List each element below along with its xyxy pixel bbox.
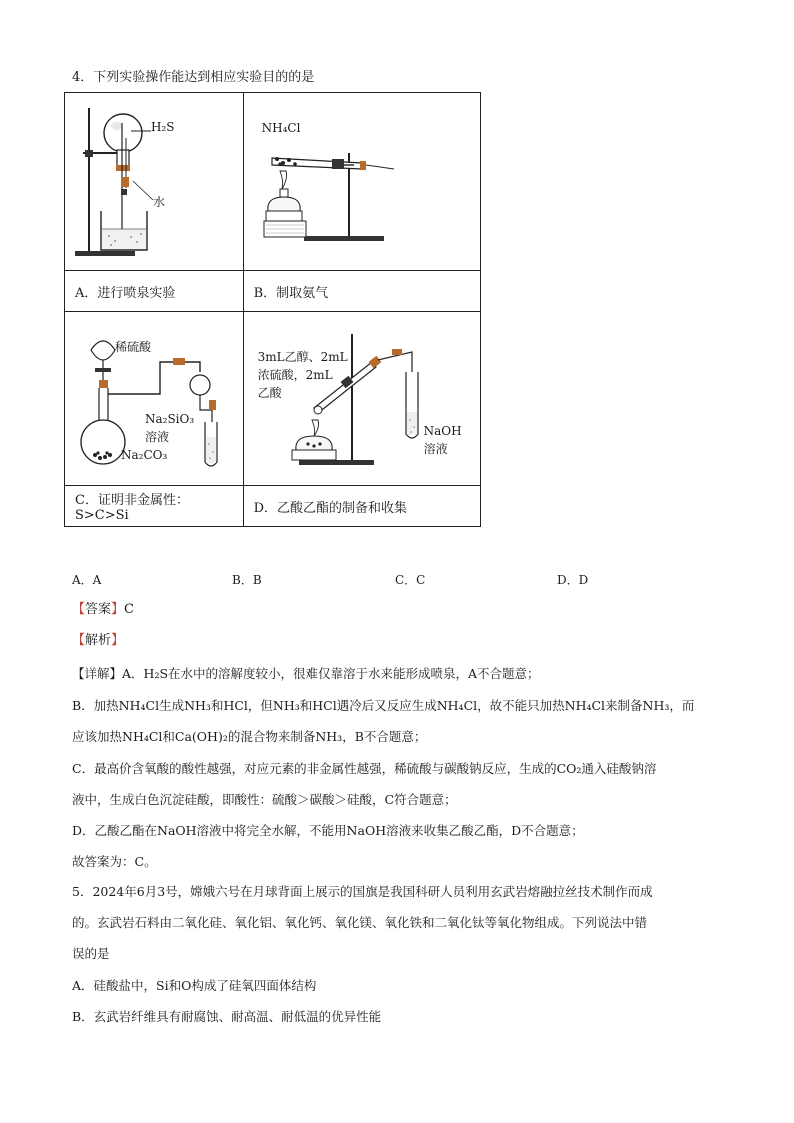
explanation-line-b1: B．加热NH₄Cl生成NH₃和HCl，但NH₃和HCl遇冷后又反应生成NH₄Cl，故不能只加热NH₄Cl来制备NH₃，而 bbox=[72, 698, 695, 713]
analysis-line: 【解析】 bbox=[72, 633, 125, 648]
apparatus-table bbox=[64, 92, 481, 527]
explanation-line-a: 【详解】A．H₂S在水中的溶解度较小，很难仅靠溶于水来能形成喷泉，A不合题意； bbox=[72, 666, 540, 681]
explanation-line-d: D．乙酸乙酯在NaOH溶液中将完全水解，不能用NaOH溶液来收集乙酸乙酯，D不合题意； bbox=[72, 823, 584, 838]
question-5-line1: 5．2024年6月3号，嫦娥六号在月球背面上展示的国旗是我国科研人员利用玄武岩熔融拉丝技术制作而成 bbox=[72, 884, 653, 899]
question-5-line3: 误的是 bbox=[72, 946, 110, 961]
question-5-option-a: A．硅酸盐中，Si和O构成了硅氧四面体结构 bbox=[72, 978, 317, 993]
option-c: C．C bbox=[395, 573, 426, 587]
label-reagents-line2: 浓硫酸，2mL bbox=[257, 368, 333, 382]
option-b: B．B bbox=[232, 573, 262, 587]
option-a: A．A bbox=[72, 573, 102, 587]
label-reagents-line3: 乙酸 bbox=[257, 386, 282, 400]
label-na2co3: Na₂CO₃ bbox=[121, 448, 168, 462]
figure-b-cell bbox=[243, 93, 480, 271]
figure-c-cell bbox=[65, 312, 244, 486]
explanation-line-c1: C．最高价含氧酸的酸性越强，对应元素的非金属性越强，稀硫酸与碳酸钠反应，生成的CO₂通入硅酸钠溶 bbox=[72, 761, 657, 776]
answer-value: C bbox=[124, 602, 134, 617]
label-na2sio3: Na₂SiO₃ bbox=[145, 412, 195, 426]
analysis-tag: 解析 bbox=[85, 633, 112, 648]
label-solution-c: 溶液 bbox=[145, 430, 170, 444]
label-dilute-sulfuric-acid: 稀硫酸 bbox=[115, 340, 152, 354]
caption-d: D．乙酸乙酯的制备和收集 bbox=[243, 486, 480, 527]
label-solution-d: 溶液 bbox=[423, 442, 448, 456]
label-reagents-line1: 3mL乙醇、2mL bbox=[257, 350, 348, 364]
label-naoh: NaOH bbox=[423, 424, 462, 438]
answer-tag: 答案 bbox=[85, 602, 112, 617]
figure-a-cell bbox=[65, 93, 244, 271]
label-nh4cl: NH₄Cl bbox=[261, 121, 301, 135]
explanation-line-b2: 应该加热NH₄Cl和Ca(OH)₂的混合物来制备NH₃，B不合题意； bbox=[72, 729, 427, 744]
figure-d-cell bbox=[243, 312, 480, 486]
label-h2s: H₂S bbox=[151, 120, 175, 134]
question-5-line2: 的。玄武岩石料由二氧化硅、氧化铝、氧化钙、氧化镁、氧化铁和二氧化钛等氧化物组成。下列说法中错 bbox=[72, 915, 648, 930]
caption-a: A．进行喷泉实验 bbox=[65, 271, 244, 312]
caption-c: C．证明非金属性：S>C>Si bbox=[65, 486, 244, 527]
question-5-option-b: B．玄武岩纤维具有耐腐蚀、耐高温、耐低温的优异性能 bbox=[72, 1009, 382, 1024]
conclusion-line: 故答案为：C。 bbox=[72, 854, 157, 869]
label-water: 水 bbox=[153, 195, 166, 209]
question-4-title: 4．下列实验操作能达到相应实验目的的是 bbox=[72, 70, 315, 85]
answer-line: 【答案】C bbox=[72, 602, 134, 617]
explanation-line-c2: 液中，生成白色沉淀硅酸，即酸性：硫酸＞碳酸＞硅酸，C符合题意； bbox=[72, 792, 457, 807]
option-d: D．D bbox=[557, 573, 589, 587]
detail-tag: 【详解】 bbox=[72, 666, 123, 681]
caption-b: B．制取氨气 bbox=[243, 271, 480, 312]
